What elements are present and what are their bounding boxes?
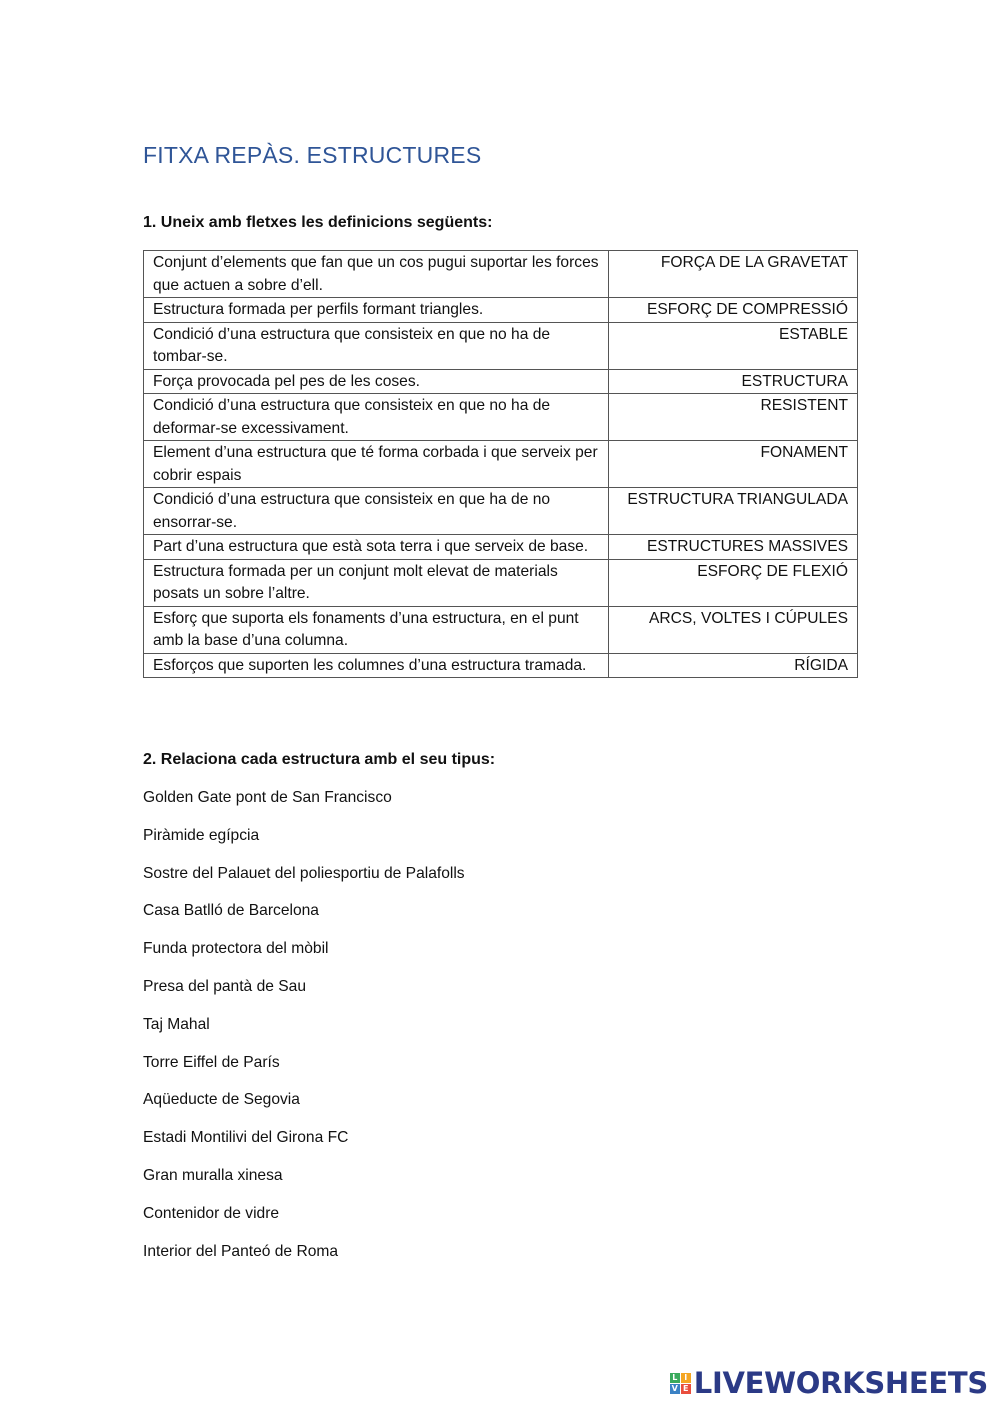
table-row: [144, 441, 858, 488]
liveworksheets-logo-icon: [670, 1373, 691, 1394]
table-row: [144, 251, 858, 298]
term-cell: RÍGIDA: [609, 653, 858, 678]
list-item: Golden Gate pont de San Francisco: [143, 789, 392, 806]
list-item: Funda protectora del mòbil: [143, 940, 329, 958]
table-row: [144, 488, 858, 535]
section-2-heading: 2. Relaciona cada estructura amb el seu tipus:: [143, 751, 496, 768]
term-cell: RESISTENT: [609, 394, 858, 441]
definition-cell: Estructura formada per perfils formant triangles.: [144, 298, 609, 323]
definition-cell: Conjunt d’elements que fan que un cos pugui suportar les forces que actuen a sobre d’ell.: [144, 251, 609, 298]
logo-letter: I: [681, 1373, 691, 1383]
table-row: [144, 369, 858, 394]
definition-cell: Condició d’una estructura que consisteix en que ha de no ensorrar-se.: [144, 488, 609, 535]
watermark-text: LIVEWORKSHEETS: [693, 1366, 988, 1400]
list-item: Sostre del Palauet del poliesportiu de Palafolls: [143, 864, 465, 882]
table-row: [144, 606, 858, 653]
logo-letter: L: [670, 1373, 680, 1383]
table-row: [144, 394, 858, 441]
table-row: [144, 322, 858, 369]
list-item: Interior del Panteó de Roma: [143, 1242, 339, 1260]
term-cell: ESTRUCTURA TRIANGULADA: [609, 488, 858, 535]
list-item: Piràmide egípcia: [143, 826, 260, 844]
section-1-heading: 1. Uneix amb fletxes les definicions següents:: [143, 214, 493, 231]
page-title: FITXA REPÀS. ESTRUCTURES: [143, 142, 482, 168]
term-cell: FORÇA DE LA GRAVETAT: [609, 251, 858, 298]
definition-cell: Condició d’una estructura que consisteix en que no ha de tombar-se.: [144, 322, 609, 369]
structure-list: [143, 787, 465, 1278]
term-cell: ESFORÇ DE COMPRESSIÓ: [609, 298, 858, 323]
liveworksheets-watermark: [670, 1366, 988, 1400]
term-cell: ESTABLE: [609, 322, 858, 369]
list-item: Contenidor de vidre: [143, 1204, 280, 1222]
list-item: Torre Eiffel de París: [143, 1053, 280, 1071]
definitions-table: [143, 250, 858, 678]
list-item: Aqüeducte de Segovia: [143, 1091, 300, 1109]
definition-cell: Esforç que suporta els fonaments d’una estructura, en el punt amb la base d’una columna.: [144, 606, 609, 653]
table-row: [144, 298, 858, 323]
logo-letter: V: [671, 1384, 678, 1393]
list-item: Estadi Montilivi del Girona FC: [143, 1129, 349, 1147]
term-cell: ESTRUCTURA: [609, 369, 858, 394]
term-cell: ESFORÇ DE FLEXIÓ: [609, 559, 858, 606]
definition-cell: Part d’una estructura que està sota terra i que serveix de base.: [144, 535, 609, 560]
table-row: [144, 559, 858, 606]
definition-cell: Força provocada pel pes de les coses.: [144, 369, 609, 394]
list-item: Casa Batlló de Barcelona: [143, 902, 319, 920]
definition-cell: Element d’una estructura que té forma corbada i que serveix per cobrir espais: [144, 441, 609, 488]
term-cell: ARCS, VOLTES I CÚPULES: [609, 606, 858, 653]
definition-cell: Esforços que suporten les columnes d’una estructura tramada.: [144, 653, 609, 678]
term-cell: ESTRUCTURES MASSIVES: [609, 535, 858, 560]
table-row: [144, 535, 858, 560]
term-cell: FONAMENT: [609, 441, 858, 488]
definition-cell: Estructura formada per un conjunt molt elevat de materials posats un sobre l’altre.: [144, 559, 609, 606]
logo-letter: E: [681, 1384, 691, 1394]
list-item: Taj Mahal: [143, 1015, 210, 1033]
list-item: Gran muralla xinesa: [143, 1166, 283, 1184]
table-row: [144, 653, 858, 678]
list-item: Presa del pantà de Sau: [143, 977, 306, 995]
definition-cell: Condició d’una estructura que consisteix en que no ha de deformar-se excessivament.: [144, 394, 609, 441]
